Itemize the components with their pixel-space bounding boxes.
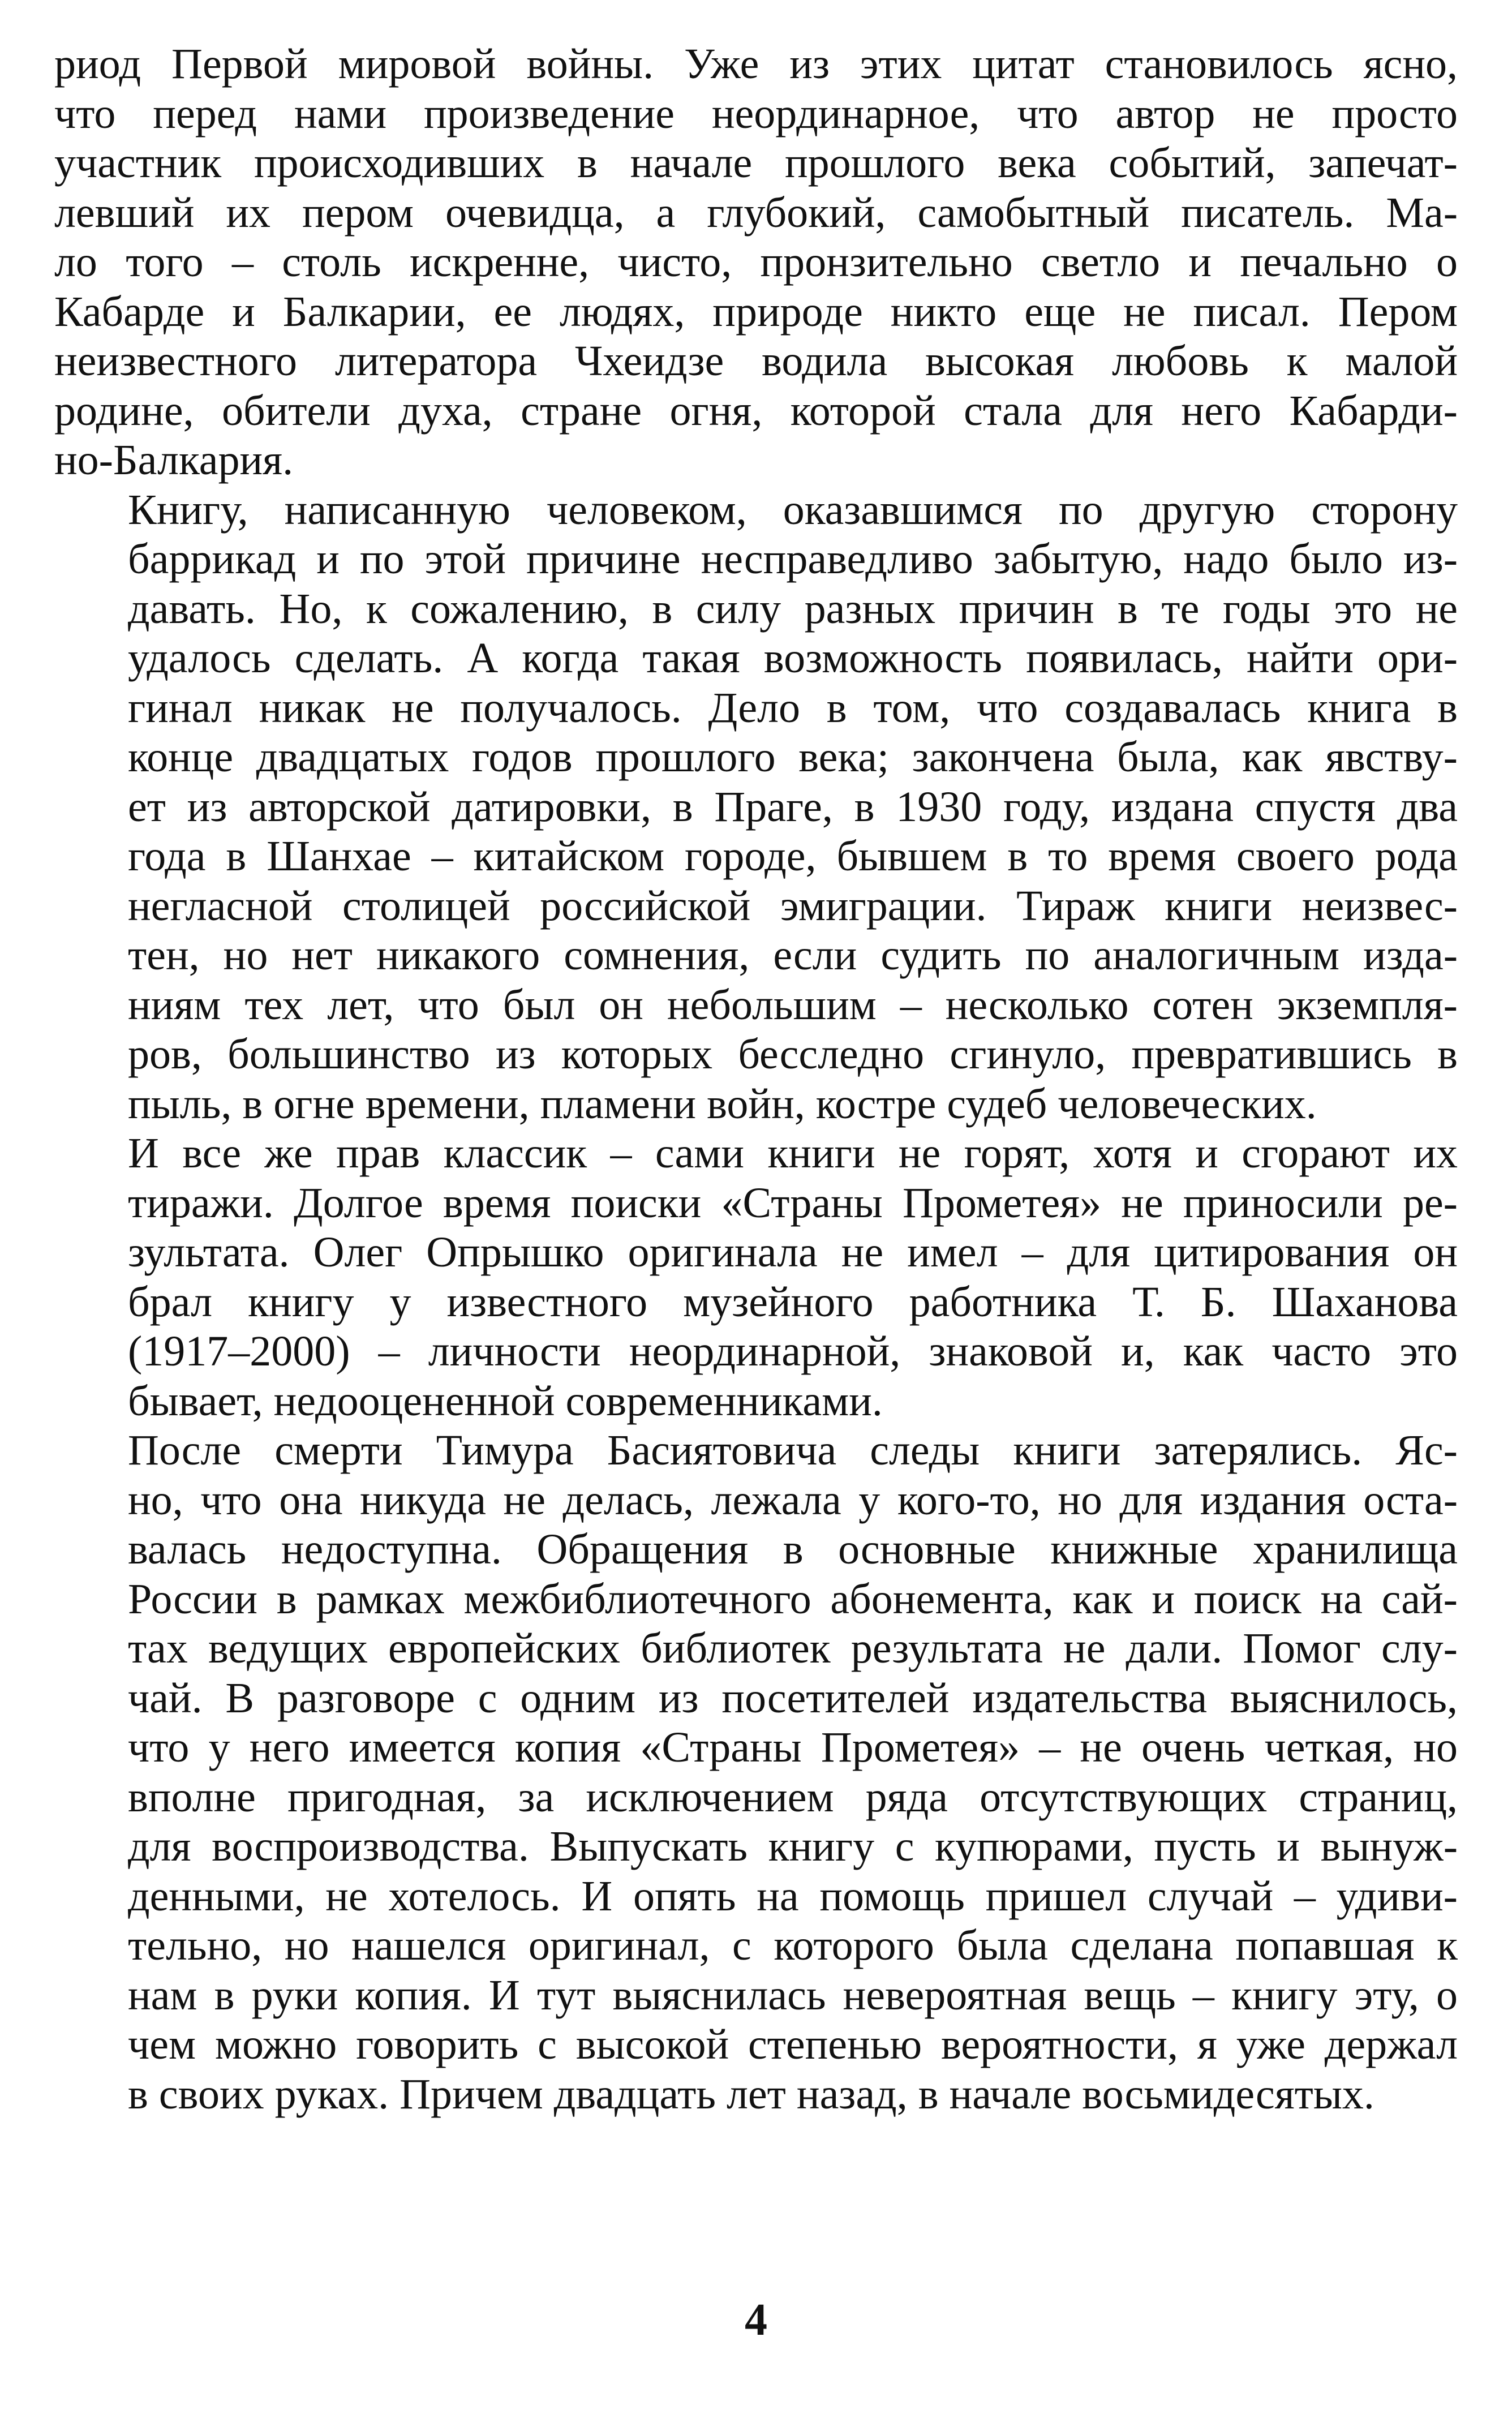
text-line: ло того – столь искренне, чисто, пронзительно светло и печально о <box>54 238 1458 286</box>
text-line: Книгу, написанную человеком, оказавшимся по другую сторону <box>128 486 1458 534</box>
body-text <box>54 40 1458 2119</box>
text-line: родине, обители духа, стране огня, которой стала для него Кабарди- <box>54 386 1458 435</box>
text-line: но-Балкария. <box>54 436 294 484</box>
text-line: чай. В разговоре с одним из посетителей издательства выяснилось, <box>128 1674 1458 1722</box>
text-line: баррикад и по этой причине несправедливо забытую, надо было из- <box>128 535 1458 583</box>
text-line: Кабарде и Балкарии, ее людях, природе никто еще не писал. Пером <box>54 287 1458 336</box>
text-line: бывает, недооцененной современниками. <box>128 1377 883 1425</box>
text-line: тиражи. Долгое время поиски «Страны Прометея» не приносили ре- <box>128 1179 1458 1227</box>
text-line: ров, большинство из которых бесследно сгинуло, превратившись в <box>128 1030 1458 1078</box>
text-line: тен, но нет никакого сомнения, если судить по аналогичным изда- <box>128 931 1458 979</box>
book-page <box>54 40 1458 2345</box>
text-line: участник происходивших в начале прошлого века событий, запечат- <box>54 139 1458 187</box>
paragraph <box>54 1129 1458 1426</box>
text-line: брал книгу у известного музейного работника Т. Б. Шаханова <box>128 1278 1458 1326</box>
text-line: но, что она никуда не делась, лежала у кого-то, но для издания оста- <box>128 1476 1458 1524</box>
text-line: вполне пригодная, за исключением ряда отсутствующих страниц, <box>128 1773 1458 1821</box>
text-line: тах ведущих европейских библиотек результата не дали. Помог слу- <box>128 1625 1458 1672</box>
text-line: нам в руки копия. И тут выяснилась невероятная вещь – книгу эту, о <box>128 1971 1458 2019</box>
text-line: давать. Но, к сожалению, в силу разных причин в те годы это не <box>128 585 1458 633</box>
text-line: что у него имеется копия «Страны Прометея» – не очень четкая, но <box>128 1724 1458 1771</box>
text-line: гинал никак не получалось. Дело в том, что создавалась книга в <box>128 684 1458 732</box>
text-line: ет из авторской датировки, в Праге, в 1930 году, издана спустя два <box>128 783 1458 831</box>
paragraph <box>54 486 1458 1129</box>
text-line: тельно, но нашелся оригинал, с которого была сделана попавшая к <box>128 1922 1458 1969</box>
text-line: в своих руках. Причем двадцать лет назад, в начале восьмидесятых. <box>128 2070 1374 2118</box>
text-line: года в Шанхае – китайском городе, бывшем в то время своего рода <box>128 832 1458 880</box>
text-line: риод Первой мировой войны. Уже из этих цитат становилось ясно, <box>54 40 1458 88</box>
text-line: валась недоступна. Обращения в основные книжные хранилища <box>128 1526 1458 1573</box>
text-line: (1917–2000) – личности неординарной, знаковой и, как часто это <box>128 1328 1458 1375</box>
text-line: что перед нами произведение неординарное, что автор не просто <box>54 89 1458 138</box>
text-line: конце двадцатых годов прошлого века; закончена была, как явству- <box>128 733 1458 781</box>
text-line: После смерти Тимура Басиятовича следы книги затерялись. Яс- <box>128 1427 1458 1474</box>
text-line: ниям тех лет, что был он небольшим – несколько сотен экземпля- <box>128 981 1458 1029</box>
text-line: левший их пером очевидца, а глубокий, самобытный писатель. Ма- <box>54 188 1458 237</box>
text-line: зультата. Олег Опрышко оригинала не имел – для цитирования он <box>128 1228 1458 1276</box>
text-line: И все же прав классик – сами книги не горят, хотя и сгорают их <box>128 1129 1458 1177</box>
text-line: для воспроизводства. Выпускать книгу с купюрами, пусть и вынуж- <box>128 1823 1458 1870</box>
text-line: неизвестного литератора Чхеидзе водила высокая любовь к малой <box>54 337 1458 385</box>
paragraph <box>54 1426 1458 2119</box>
text-line: негласной столицей российской эмиграции. Тираж книги неизвес- <box>128 882 1458 930</box>
text-line: денными, не хотелось. И опять на помощь пришел случай – удиви- <box>128 1872 1458 1920</box>
page-number: 4 <box>745 2295 767 2345</box>
text-line: удалось сделать. А когда такая возможность появилась, найти ори- <box>128 634 1458 682</box>
paragraph <box>54 40 1458 486</box>
text-line: пыль, в огне времени, пламени войн, костре судеб человеческих. <box>128 1080 1317 1128</box>
text-line: России в рамках межбиблиотечного абонемента, как и поиск на сай- <box>128 1575 1458 1623</box>
text-line: чем можно говорить с высокой степенью вероятности, я уже держал <box>128 2021 1458 2068</box>
